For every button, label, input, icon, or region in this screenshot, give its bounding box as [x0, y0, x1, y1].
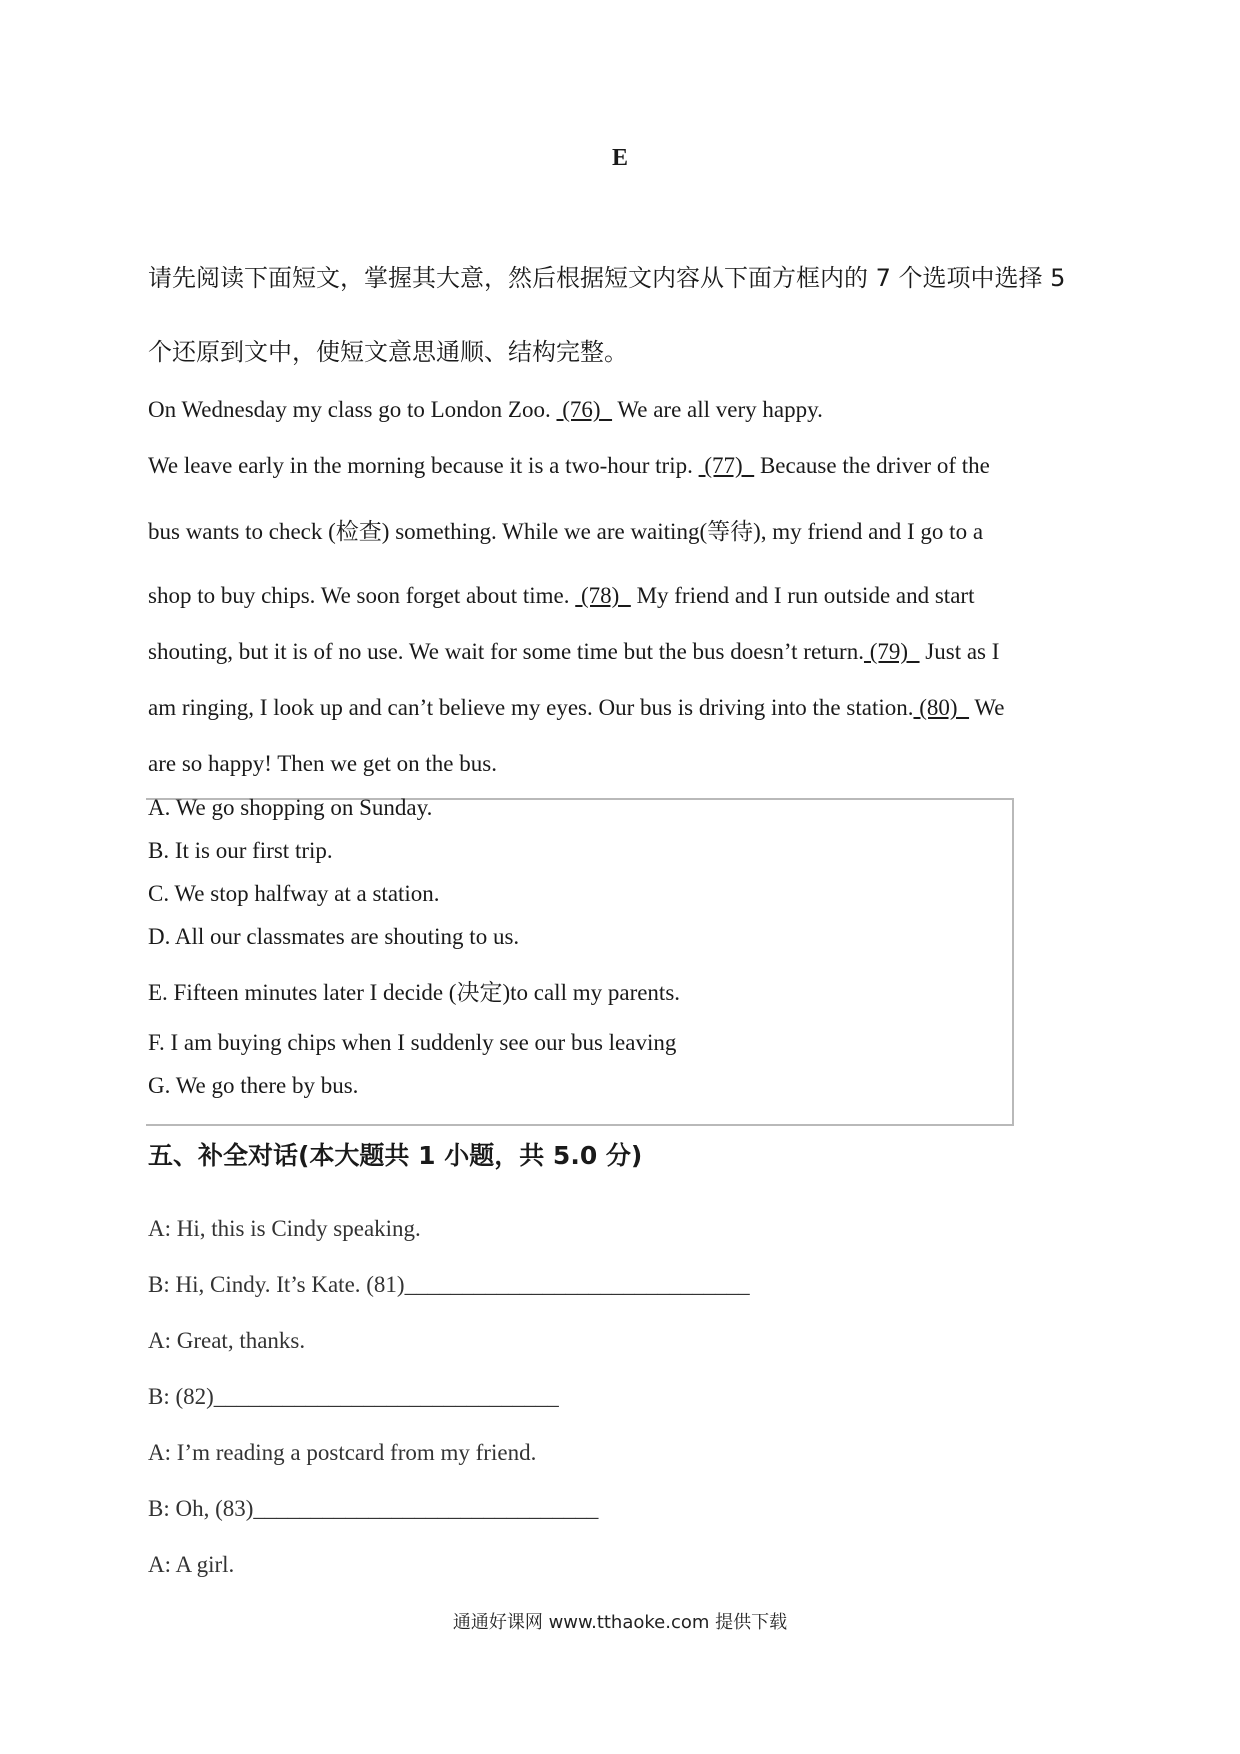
page-footer: 通通好课网 www.tthaoke.com 提供下载 — [452, 1612, 788, 1633]
passage-line: shop to buy chips. We soon forget about time. (78) My friend and I run outside and start — [148, 583, 975, 608]
passage-line: On Wednesday my class go to London Zoo. (76) We are all very happy. — [148, 397, 823, 422]
blank-78: (78) — [575, 583, 631, 608]
dialogue-line: A: A girl. — [148, 1552, 235, 1577]
blank-79: (79) — [863, 639, 920, 664]
dialogue-line: A: Hi, this is Cindy speaking. — [148, 1216, 421, 1241]
option-c: C. We stop halfway at a station. — [148, 881, 440, 906]
instruction-line-2: 个还原到文中，使短文意思通顺、结构完整。 — [148, 338, 628, 366]
instruction-line-1: 请先阅读下面短文，掌握其大意，然后根据短文内容从下面方框内的 7 个选项中选择 5 — [148, 264, 1066, 292]
blank-80: (80) — [913, 695, 970, 720]
passage-line: am ringing, I look up and can’t believe my eyes. Our bus is driving into the station. (80) We — [148, 695, 1005, 720]
passage-line: bus wants to check (检查) something. While we are waiting(等待), my friend and I go to a — [148, 519, 984, 544]
dialogue-line-81: B: Hi, Cindy. It’s Kate. (81)______________________________ — [148, 1272, 750, 1297]
section-heading: 五、补全对话(本大题共 1 小题，共 5.0 分) — [148, 1141, 643, 1170]
option-g: G. We go there by bus. — [148, 1073, 359, 1098]
dialogue-line-82: B: (82)______________________________ — [148, 1384, 559, 1409]
passage-line: shouting, but it is of no use. We wait for some time but the bus doesn’t return. (79) Just as I — [148, 639, 1000, 664]
option-f: F. I am buying chips when I suddenly see our bus leaving — [148, 1030, 677, 1055]
section-letter: E — [611, 145, 628, 171]
option-d: D. All our classmates are shouting to us. — [148, 924, 520, 949]
dialogue-line: A: Great, thanks. — [148, 1328, 306, 1353]
dialogue-line-83: B: Oh, (83)______________________________ — [148, 1496, 599, 1521]
option-a: A. We go shopping on Sunday. — [148, 795, 433, 820]
passage-line: are so happy! Then we get on the bus. — [148, 751, 497, 776]
blank-77: (77) — [698, 453, 755, 478]
passage-line: We leave early in the morning because it is a two-hour trip. (77) Because the driver of the — [148, 453, 990, 478]
blank-76: (76) — [556, 397, 613, 422]
dialogue-line: A: I’m reading a postcard from my friend. — [148, 1440, 537, 1465]
option-e: E. Fifteen minutes later I decide (决定)to call my parents. — [148, 980, 681, 1005]
option-b: B. It is our first trip. — [148, 838, 333, 863]
